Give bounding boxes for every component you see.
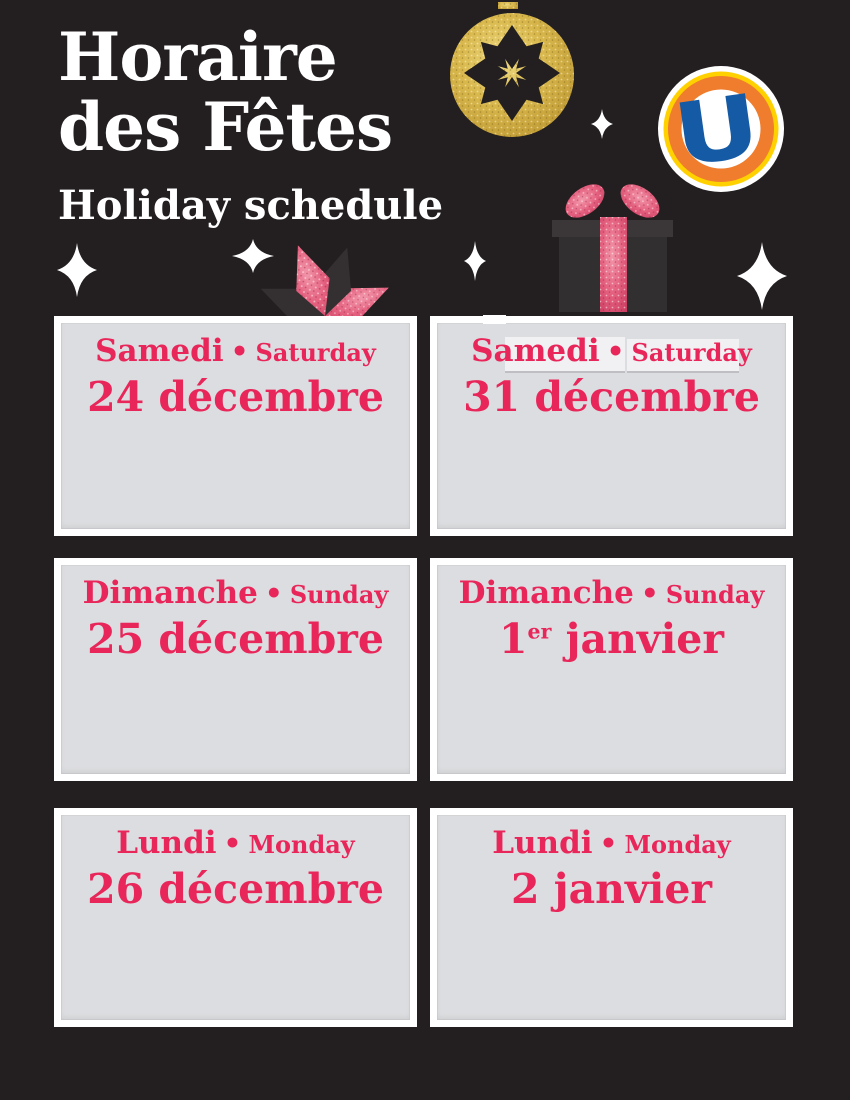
- bullet-separator: •: [599, 827, 618, 860]
- date-text: 26 décembre: [87, 865, 384, 913]
- bullet-separator: •: [606, 335, 625, 368]
- day-line: [61, 826, 410, 865]
- day-name-en: Sunday: [289, 580, 389, 609]
- day-name-en: Saturday: [255, 338, 376, 367]
- logo-letter: U: [667, 75, 767, 187]
- day-line: [61, 334, 410, 373]
- title-line-1: Horaire: [58, 18, 337, 96]
- sparkle-icon: [737, 242, 787, 314]
- schedule-card: [430, 808, 793, 1027]
- schedule-card: [54, 808, 417, 1027]
- day-name-en: Monday: [248, 830, 355, 859]
- date-text: 1er janvier: [499, 615, 724, 663]
- day-line: [437, 334, 786, 373]
- day-line: [437, 576, 786, 615]
- day-name-en: Saturday: [631, 338, 752, 367]
- date-text: 25 décembre: [87, 615, 384, 663]
- ornament-bauble-icon: [446, 0, 578, 140]
- date-text: 2 janvier: [510, 865, 713, 913]
- page-title: [58, 18, 393, 166]
- schedule-card: [430, 558, 793, 781]
- poinsettia-leaves-icon: [253, 235, 398, 317]
- day-line: [437, 826, 786, 865]
- day-name-fr: Lundi: [116, 825, 217, 861]
- day-name-fr: Samedi: [471, 333, 600, 369]
- day-name-fr: Lundi: [492, 825, 593, 861]
- page-subtitle: Holiday schedule: [58, 182, 444, 229]
- bullet-separator: •: [640, 577, 659, 610]
- uniprix-logo: [656, 64, 786, 194]
- sparkle-icon: [57, 243, 97, 301]
- day-name-en: Monday: [624, 830, 731, 859]
- schedule-card: [430, 316, 793, 536]
- sparkle-icon: [591, 109, 613, 143]
- bullet-separator: •: [264, 577, 283, 610]
- day-name-fr: Dimanche: [458, 575, 634, 611]
- schedule-card: [54, 558, 417, 781]
- sparkle-icon: [464, 241, 486, 285]
- day-name-fr: Samedi: [95, 333, 224, 369]
- edit-patch: [483, 315, 506, 324]
- date-text: 31 décembre: [463, 373, 760, 421]
- date-text: 24 décembre: [87, 373, 384, 421]
- title-line-2: des Fêtes: [58, 88, 393, 166]
- bullet-separator: •: [230, 335, 249, 368]
- day-name-en: Sunday: [665, 580, 765, 609]
- schedule-card: [54, 316, 417, 536]
- day-name-fr: Dimanche: [82, 575, 258, 611]
- bullet-separator: •: [223, 827, 242, 860]
- day-line: [61, 576, 410, 615]
- gift-icon: [545, 180, 680, 312]
- sparkle-icon: [232, 239, 274, 277]
